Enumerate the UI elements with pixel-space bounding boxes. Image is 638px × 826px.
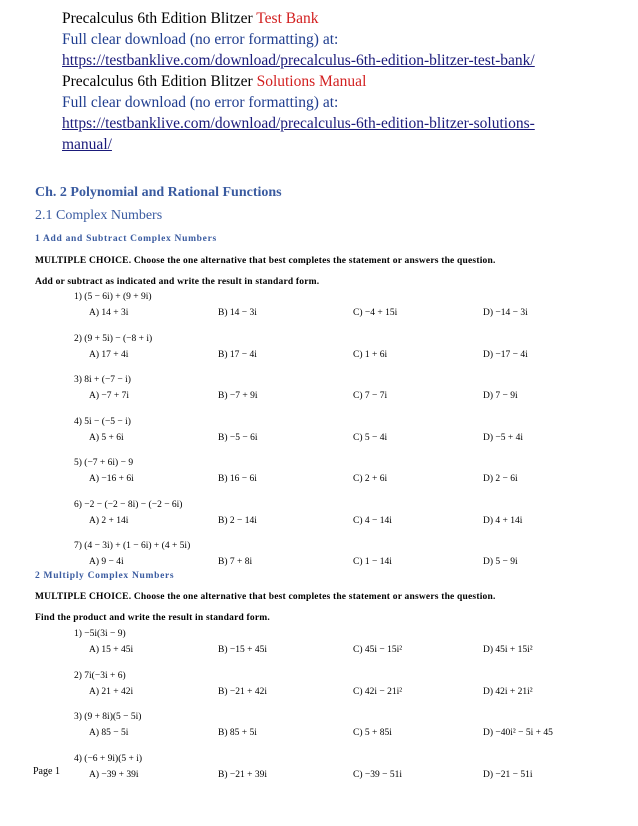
section-title: 2.1 Complex Numbers: [35, 208, 163, 223]
option-b: B) 16 − 6i: [218, 474, 257, 484]
header-text: Full clear download (no error formatting) at:: [62, 94, 339, 111]
option-c: C) 5 + 85i: [353, 728, 392, 738]
option-a: A) −39 + 39i: [89, 769, 139, 780]
option-d: D) −21 − 51i: [483, 769, 533, 780]
download-link[interactable]: manual/: [62, 136, 112, 153]
header-line: [62, 92, 622, 113]
option-d: D) −40i² − 5i + 45: [483, 728, 553, 738]
option-d: D) −17 − 4i: [483, 349, 528, 360]
option-c: C) 1 + 6i: [353, 349, 388, 360]
header-line: [62, 134, 622, 155]
option-a: A) 5 + 6i: [89, 432, 124, 443]
option-c: C) 7 − 7i: [353, 391, 388, 401]
option-b: B) 17 − 4i: [218, 349, 257, 360]
option-b: B) 85 + 5i: [218, 728, 257, 738]
option-c: C) 1 − 14i: [353, 557, 392, 567]
document-header: [62, 8, 622, 155]
choice-instruction: MULTIPLE CHOICE. Choose the one alternative that best completes the statement or answers the question.: [35, 592, 496, 602]
header-line: [62, 8, 622, 29]
directive: Add or subtract as indicated and write the result in standard form.: [35, 277, 320, 287]
directive: Find the product and write the result in standard form.: [35, 613, 270, 623]
question-text: 3) 8i + (−7 − i): [74, 375, 131, 385]
option-c: C) −4 + 15i: [353, 308, 398, 318]
option-b: B) −5 − 6i: [218, 432, 258, 443]
option-b: B) −7 + 9i: [218, 391, 258, 401]
option-d: D) −14 − 3i: [483, 308, 528, 318]
option-b: B) −21 + 39i: [218, 769, 267, 780]
option-d: D) 5 − 9i: [483, 557, 518, 567]
option-b: B) −15 + 45i: [218, 645, 267, 655]
question-text: 5) (−7 + 6i) − 9: [74, 458, 134, 468]
header-text: Full clear download (no error formatting) at:: [62, 31, 339, 48]
option-a: A) 15 + 45i: [89, 645, 134, 655]
option-c: C) −39 − 51i: [353, 769, 402, 780]
chapter-title: Ch. 2 Polynomial and Rational Functions: [35, 185, 282, 200]
header-text: Test Bank: [256, 10, 319, 27]
header-line: [62, 113, 622, 134]
question-text: 1) (5 − 6i) + (9 + 9i): [74, 292, 152, 302]
option-c: C) 5 − 4i: [353, 432, 388, 443]
header-text: Precalculus 6th Edition Blitzer: [62, 73, 257, 90]
header-line: [62, 29, 622, 50]
page-number: Page 1: [33, 766, 60, 777]
header-line: [62, 71, 622, 92]
question-text: 2) 7i(−3i + 6): [74, 670, 126, 681]
option-a: A) −7 + 7i: [89, 391, 130, 401]
question-text: 4) 5i − (−5 − i): [74, 416, 131, 427]
option-d: D) −5 + 4i: [483, 432, 524, 443]
download-link[interactable]: https://testbanklive.com/download/precalculus-6th-edition-blitzer-solutions-: [62, 115, 535, 132]
header-line: [62, 50, 622, 71]
question-text: 7) (4 − 3i) + (1 − 6i) + (4 + 5i): [74, 541, 191, 551]
option-d: D) 4 + 14i: [483, 515, 523, 526]
option-c: C) 45i − 15i²: [353, 645, 403, 655]
option-d: D) 42i + 21i²: [483, 686, 533, 697]
option-d: D) 7 − 9i: [483, 391, 518, 401]
option-b: B) 14 − 3i: [218, 308, 257, 318]
header-text: Solutions Manual: [256, 73, 367, 90]
option-a: A) 21 + 42i: [89, 686, 134, 697]
option-a: A) 2 + 14i: [89, 515, 129, 526]
choice-instruction: MULTIPLE CHOICE. Choose the one alternative that best completes the statement or answers the question.: [35, 256, 496, 266]
question-text: 3) (9 + 8i)(5 − 5i): [74, 712, 142, 722]
option-a: A) 9 − 4i: [89, 557, 124, 567]
option-a: A) 17 + 4i: [89, 349, 129, 360]
option-c: C) 2 + 6i: [353, 474, 388, 484]
option-b: B) −21 + 42i: [218, 686, 267, 697]
topic-heading: 1 Add and Subtract Complex Numbers: [35, 234, 217, 244]
option-d: D) 2 − 6i: [483, 474, 518, 484]
option-a: A) 14 + 3i: [89, 308, 129, 318]
question-text: 2) (9 + 5i) − (−8 + i): [74, 333, 153, 344]
option-c: C) 42i − 21i²: [353, 686, 403, 697]
download-link[interactable]: https://testbanklive.com/download/precalculus-6th-edition-blitzer-test-bank/: [62, 52, 535, 69]
option-b: B) 7 + 8i: [218, 557, 253, 567]
option-a: A) 85 − 5i: [89, 728, 129, 738]
question-text: 4) (−6 + 9i)(5 + i): [74, 753, 143, 764]
question-text: 6) −2 − (−2 − 8i) − (−2 − 6i): [74, 499, 183, 510]
question-text: 1) −5i(3i − 9): [74, 629, 126, 639]
option-b: B) 2 − 14i: [218, 515, 257, 526]
header-text: Precalculus 6th Edition Blitzer: [62, 10, 257, 27]
option-c: C) 4 − 14i: [353, 515, 392, 526]
topic-heading: 2 Multiply Complex Numbers: [35, 571, 175, 581]
option-d: D) 45i + 15i²: [483, 645, 533, 655]
option-a: A) −16 + 6i: [89, 474, 134, 484]
